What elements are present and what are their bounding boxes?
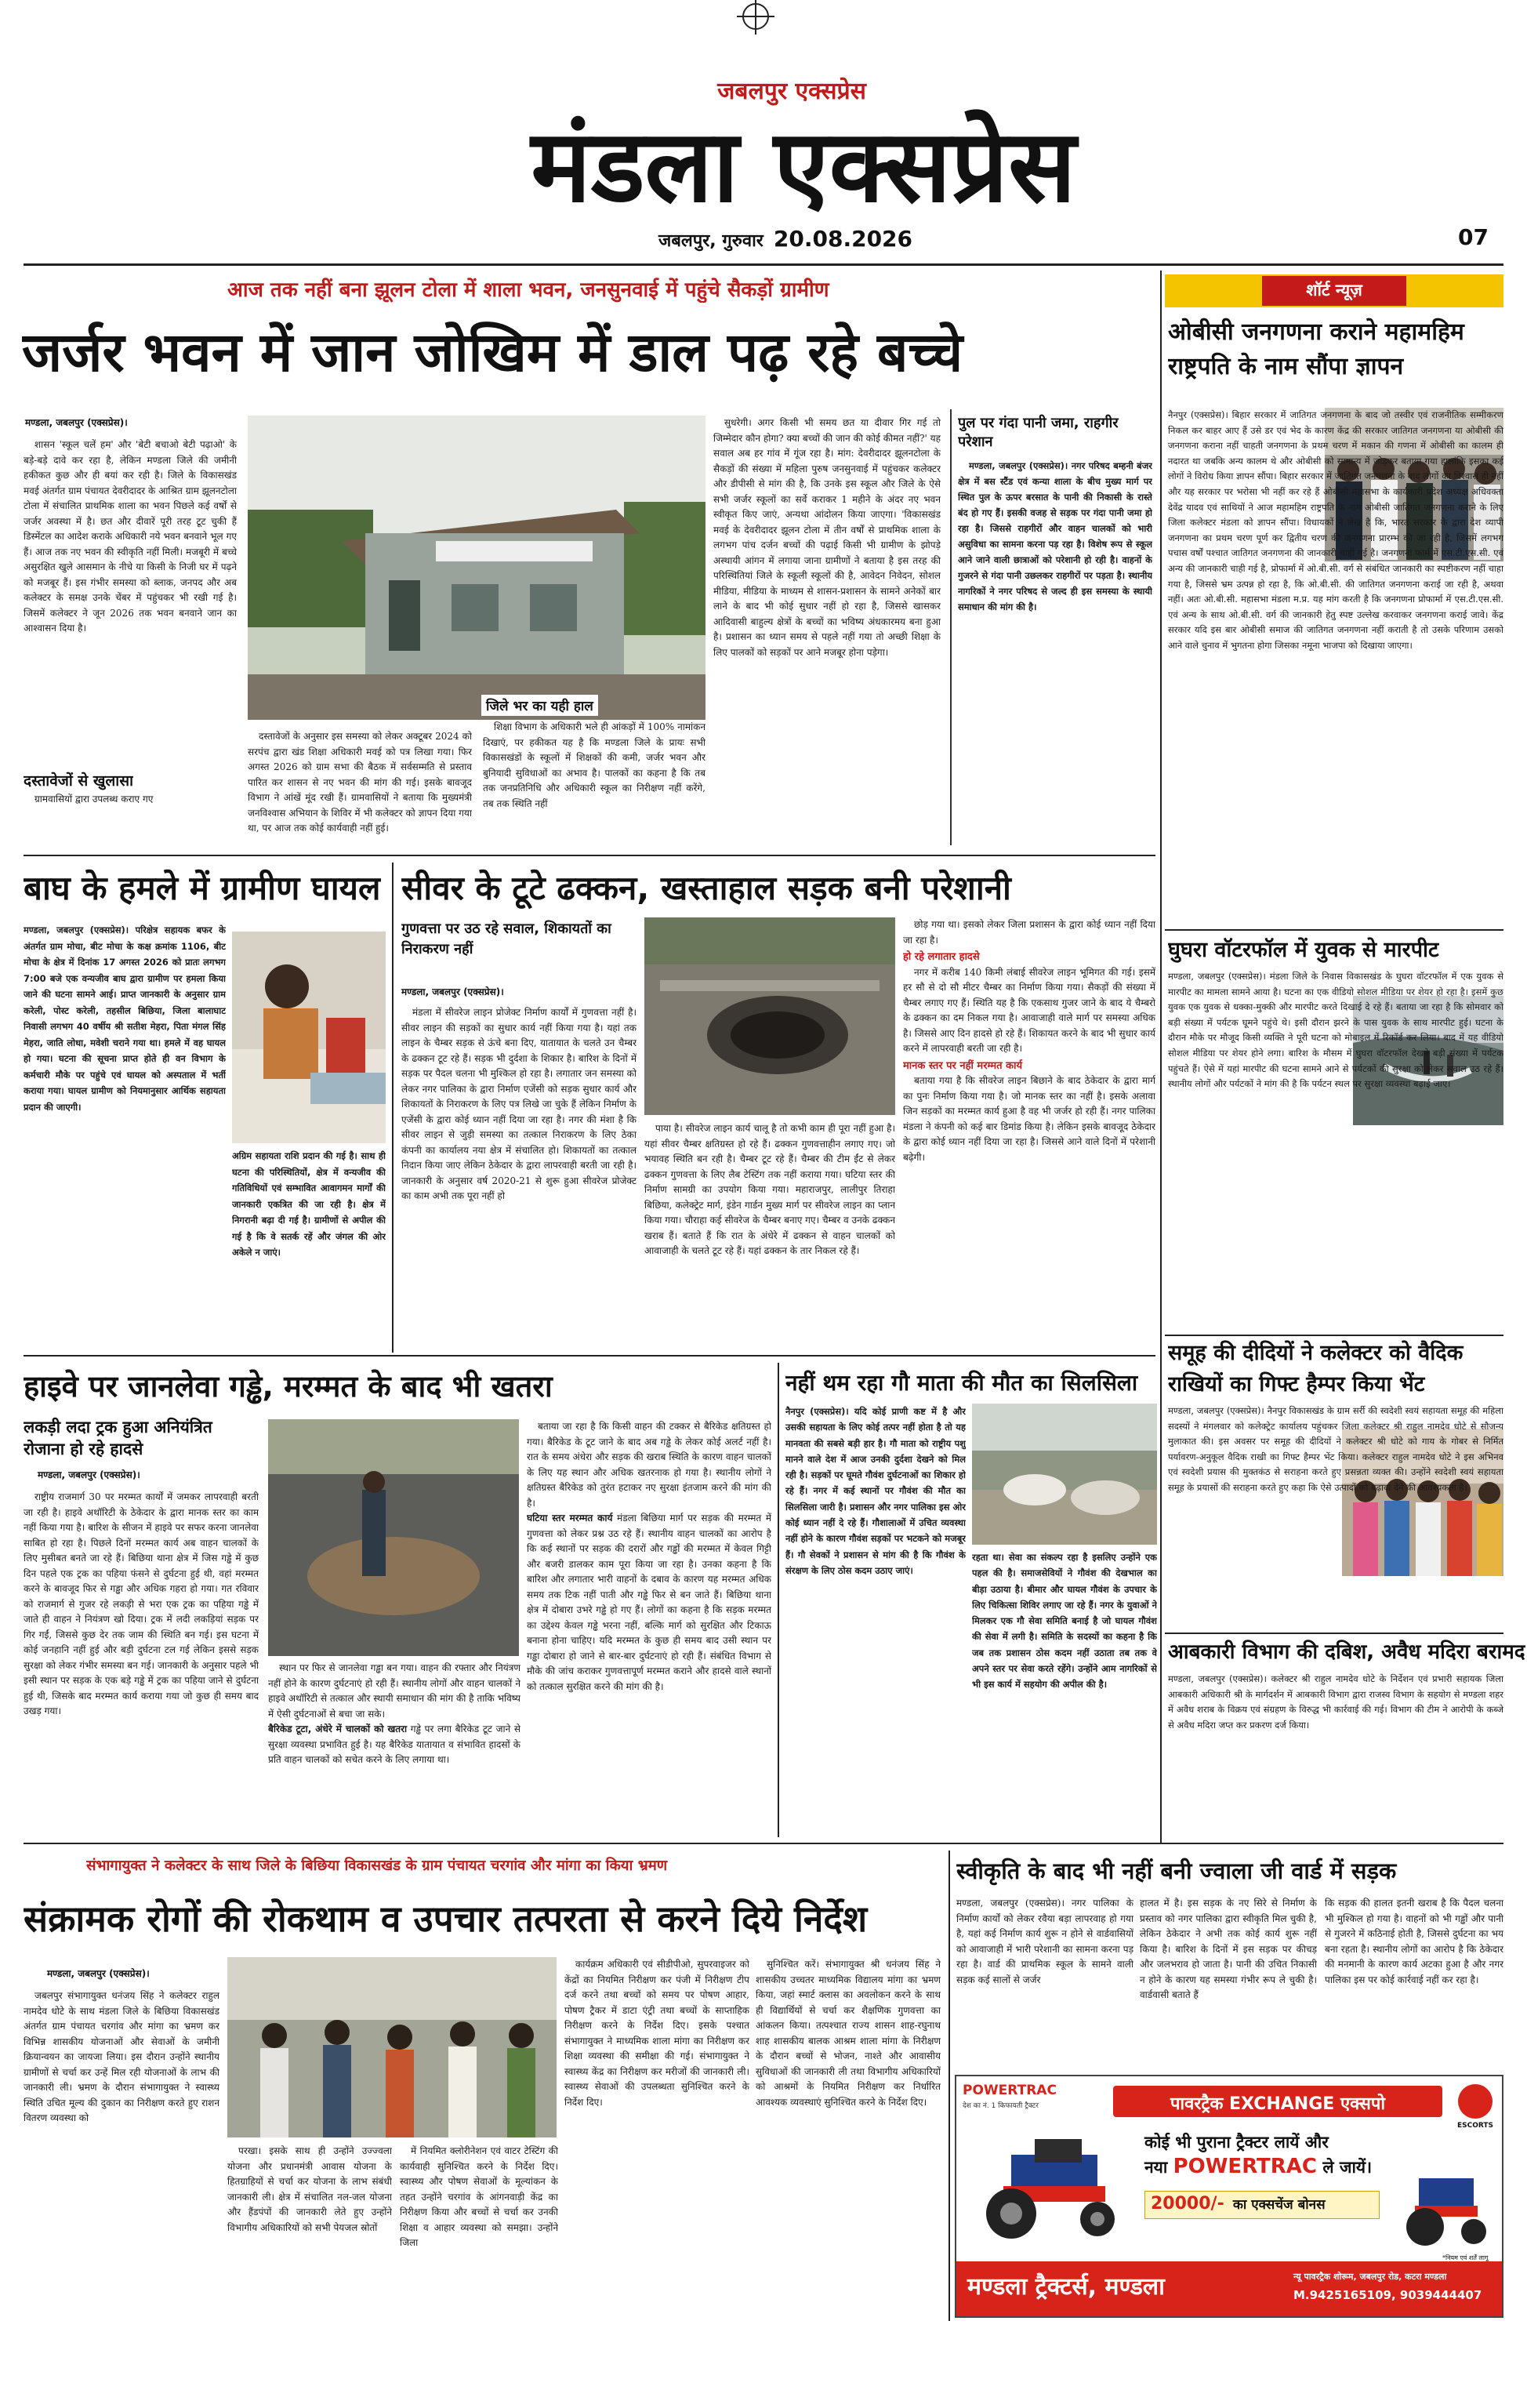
highway-sub2: बैरिकेड टूटा, अंधेरे में चालकों को खतरा xyxy=(268,1723,408,1734)
page-number: 07 xyxy=(1458,224,1489,250)
ad-note: *नियम एवं शर्तें लागू xyxy=(1442,2254,1489,2261)
lead-col2-text: दस्तावेजों के अनुसार इस समस्या को लेकर अक्टूबर 2024 को सरपंच द्वारा खंड शिक्षा अधिकारी मवई को पत्र लिखा गया। फिर अगस्त 2026 को ग्राम सभा की बैठक में सर्वसम्मति से प्रस्ताव पारित कर शासन से नए भवन की मांग की गई। इसके बावजूद विभाग ने आंखें मूंद रखी हैं। ग्रामवासियों ने बताया कि मुख्यमंत्री जनविश्वास अभियान के शिविर में भी कलेक्टर को ज्ञापन दिया गया था, पर आज तक कोई कार्यवाही नहीं हुई। xyxy=(248,731,472,834)
jwala-col3 xyxy=(1325,1896,1503,2068)
ad-bonus-amount: 20000/- xyxy=(1151,2194,1224,2214)
cow-photo xyxy=(972,1404,1157,1545)
sisters-col xyxy=(1168,1404,1503,1631)
ad-logo-text: ESCORTS xyxy=(1456,2122,1494,2130)
jwala-col1-text: मण्डला, जबलपुर (एक्सप्रेस)। नगर पालिका के निर्माण कार्यों को लेकर रवैया बड़ा लापरवाह हो गया है, यहां कई निर्माण कार्य शुरू न होने से वार्डवासियों को आवाजाही में भारी परेशानी का सामना करना पड़ रहा है। वार्ड की प्राथमिक स्कूल के सामने वाली सड़क कई सालों से जर्जर xyxy=(956,1898,1133,1985)
infect-col2-text: परखा। इसके साथ ही उन्होंने उज्ज्वला योजना और प्रधानमंत्री आवास योजना के हितग्राहियों से चर्चा कर योजना के लाभ संबंधी जानकारी ली। क्षेत्र में संचालित नल-जल योजना और हैंडपंपों की जानकारी लेते हुए उन्होंने विभागीय अधिकारियों को सभी पेयजल स्रोतों xyxy=(227,2145,392,2233)
tiger-text-2: अग्रिम सहायता राशि प्रदान की गई है। साथ ही घटना की परिस्थितियों, क्षेत्र में वन्यजीव की गतिविधियों एवं सम्भावित आवागमन मार्गों की जानकारी एकत्रित की जा रही है। क्षेत्र में निगरानी बढ़ा दी गई है। ग्रामीणों से अपील की गई है कि वे सतर्क रहें और जंगल की ओर अकेले न जाएं। xyxy=(232,1150,386,1258)
lead-headline: जर्जर भवन में जान जोखिम में डाल पढ़ रहे बच्चे xyxy=(22,321,963,384)
ad-brand: POWERTRAC xyxy=(963,2083,1057,2098)
ad-bonus-text: का एक्सचेंज बोनस xyxy=(1232,2197,1326,2213)
jwala-col2 xyxy=(1140,1896,1317,2068)
highway-sub xyxy=(24,1416,259,1460)
date: 20.08.2026 xyxy=(773,226,913,252)
ad-dealer: मण्डला ट्रैक्टर्स, मण्डला xyxy=(967,2273,1165,2301)
sewer-col3b-text: नगर में करीब 140 किमी लंबाई सीवरेज लाइन भूमिगत की गई। इसमें हर सौ से दो सौ मीटर चैम्बर का निर्माण किया गया। सैकड़ों की संख्या में चैम्बर लगाए गए हैं। स्थिति यह है कि एकसाथ गुजर जाने के बाद ये चैम्बरो के ढक्कन का दम निकल गया है। आवाजाही वाले मार्ग पर समस्या अधिक है। जिससे आए दिन हादसे हो रहे हैं। शिकायत करने के बाद भी सुधार कार्य करने में लापरवाही बरती जा रही है। xyxy=(903,966,1155,1054)
highway-photo xyxy=(268,1419,519,1656)
bridge-headline-text: पुल पर गंदा पानी जमा, राहगीर परेशान xyxy=(958,415,1119,450)
tiger-divider xyxy=(392,863,394,1353)
cow-col2 xyxy=(972,1549,1157,1836)
lead-col1 xyxy=(24,438,237,767)
sisters-headline xyxy=(1168,1338,1503,1400)
infect-col1-text: जबलपुर संभागायुक्त धनंजय सिंह ने कलेक्टर राहुल नामदेव धोटे के साथ मंडला जिले के बिछिया विकासखंड अंतर्गत ग्राम पंचायत चरगांव और मांगा का भ्रमण कर विभिन्न शासकीय योजनाओं और सेवाओं के जमीनी क्रियान्वयन का जायजा लिया। इस दौरान उन्होंने स्थानीय ग्रामीणों से चर्चा कर उन्हें मिल रही योजनाओं के लाभ की जानकारी ली। भ्रमण के दौरान संभागायुक्त ने स्वास्थ्य स्थिति उचित मूल्य की दुकान का निरीक्षण करते हुए राशन वितरण व्यवस्था को xyxy=(24,1990,219,2123)
tiger-photo xyxy=(232,932,386,1143)
sewer-sub xyxy=(401,919,637,960)
bridge-col xyxy=(958,458,1152,842)
rule-lead-bottom xyxy=(24,855,1155,856)
lead-school-photo xyxy=(248,416,705,720)
obc-headline-text: ओबीसी जनगणना कराने महामहिम राष्ट्रपति के नाम सौंपा ज्ञापन xyxy=(1168,318,1464,380)
masthead-title: मंडला एक्सप्रेस xyxy=(531,108,1076,225)
excise-headline: आबकारी विभाग की दबिश, अवैध मदिरा बरामद xyxy=(1168,1640,1525,1664)
ad-line2-suffix: ले जायें। xyxy=(1322,2158,1373,2177)
obc-col xyxy=(1168,408,1503,925)
lead-col4 xyxy=(713,416,941,843)
bridge-headline xyxy=(958,414,1152,452)
highway-sub-text: लकड़ी लदा ट्रक हुआ अनियंत्रित रोजाना हो रहे हादसे xyxy=(24,1418,212,1458)
lead-col3 xyxy=(483,720,705,844)
sewer-headline: सीवर के टूटे ढक्कन, खस्ताहाल सड़क बनी परेशानी xyxy=(401,869,1011,907)
short-news-label: शॉर्ट न्यूज़ xyxy=(1306,281,1362,300)
infect-col5 xyxy=(756,1957,941,2318)
cow-headline: नहीं थम रहा गौ माता की मौत का सिलसिला xyxy=(785,1370,1138,1396)
sewer-col1 xyxy=(401,1005,637,1350)
sewer-sub4: मानक स्तर पर नहीं मरम्मत कार्य xyxy=(903,1059,1022,1072)
sewer-col3c-text: बताया गया है कि सीवरेज लाइन बिछाने के बाद ठेकेदार के द्वारा मार्ग का पुनः निर्माण किया गया है। जो मानक स्तर का नहीं है। इसके अलावा जिन सड़कों का मरम्मत कार्य हुआ है वह भी जर्जर हो रही हैं। नगर पालिका मंडला ने कंपनी को कई बार डिमांड किया है। लेकिन इसके बावजूद ठेकेदार के द्वारा कोई ध्यान नहीं दिया जा रहा है। जिससे आने वाले दिनों में परेशानी बढ़ेगी। xyxy=(903,1075,1155,1163)
sewer-col2 xyxy=(644,1121,895,1350)
rule-mid xyxy=(24,1355,1155,1357)
highway-col3 xyxy=(527,1419,771,1835)
highway-col3-text: बताया जा रहा है कि किसी वाहन की टक्कर से बैरिकेड क्षतिग्रस्त हो गया। बैरिकेड के टूट जाने के बाद अब गड्ढे के लेकर कोई अलर्ट नहीं है। रात के समय अंधेरा और सड़क की खराब स्थिति के कारण वाहन चालकों के लिए यह स्थान और अधिक खतरनाक हो गया है। स्थानीय लोगों ने क्षतिग्रस्त बैरिकेड को तुरंत हटाकर नए सुरक्षा इंतजाम करने की मांग की है। xyxy=(527,1421,771,1509)
infect-col4 xyxy=(564,1957,749,2318)
cow-text: नैनपुर (एक्सप्रेस)। यदि कोई प्राणी कष्ट में है और उसकी सहायता के लिए कोई तत्पर नहीं होता है तो यह मानवता की सबसे बड़ी हार है। गौ माता को राष्ट्रीय पशु मानने वाले देश में आज उनकी दुर्दशा देखने को मिल रही है। सड़कों पर घूमते गौवंश दुर्घटनाओं का शिकार हो रहे हैं। नगर में कई स्थानों पर गौवंश की मौत का सिलसिला जारी है। प्रशासन और नगर पालिका इस ओर कोई ध्यान नहीं दे रहे हैं। गौशालाओं में उचित व्यवस्था नहीं होने के कारण गौवंश सड़कों पर भटकने को मजबूर हैं। गौ सेवकों ने प्रशासन से मांग की है कि गौवंश के संरक्षण के लिए ठोस कदम उठाए जाएं। xyxy=(785,1406,966,1576)
rule-right-1 xyxy=(1165,929,1503,931)
highway-col2-text: स्थान पर फिर से जानलेवा गड्ढा बन गया। वाहन की रफ्तार और नियंत्रण नहीं होने के कारण दुर्घटनाएं हो रही हैं। स्थानीय लोगों और वाहन चालकों ने हाइवे अथॉरिटी से तत्काल और स्थायी समाधान की मांग की है ताकि भविष्य में ऐसी दुर्घटनाओं से बचा जा सके। xyxy=(268,1662,520,1720)
lead-col1-text: शासन 'स्कूल चलें हम' और 'बेटी बचाओ बेटी पढ़ाओ' के बड़े-बड़े दावे कर रहा है, लेकिन मण्डला जिले की जमीनी हकीकत कुछ और ही बयां कर रही है। जिले के विकासखंड मवई अंतर्गत ग्राम पंचायत देवरीदादर के आश्रित ग्राम झूलनटोला टोला में संचालित प्राथमिक शाला का भवन पिछले कई वर्षों से जर्जर अवस्था में है। छत और दीवारें पूरी तरह टूट चुकी हैं डिस्मेंटल का आदेश कराके अधिकारी नये भवन बनवाने भूल गए हैं। आज तक नए भवन की स्वीकृति नहीं मिली। मजबूरी में बच्चे असुरक्षित खुले आसमान के नीचे या किसी के निजी घर में पढ़ने को मजबूर हैं। इस गंभीर समस्या को ब्लाक, जनपद और अब कलेक्टर के समक्ष उनके चेंबर में पहुंचकर भी रखी गई है। जिसमें कलेक्टर ने जून 2026 तक भवन बनवाने जान का आश्वासन दिया है। xyxy=(24,439,237,634)
sewer-sub3: हो रहे लगातार हादसे xyxy=(903,951,980,963)
sewer-col1-text: मंडला में सीवरेज लाइन प्रोजेक्ट निर्माण कार्यों में गुणवत्ता नहीं है। सीवर लाइन की सड़कों का सुधार कार्य नहीं किया गया है। यहां तक लाइन के चैम्बर सड़क से ऊंचे बना दिए, यातायात के चलते उन चैम्बर के ढक्कन टूट रहे हैं। सड़क भी दुर्दशा के शिकार है। बारिश के दिनों में सड़क पर पैदल चलना भी मुश्किल हो रहा है। लगातार जन समस्या को लेकर नगर पालिका के द्वारा निर्माण एजेंसी को सड़क सुधार कार्य और शिकायतों के निराकरण के लिए पत्र लिखे जा चुके हैं लेकिन निर्माण के एजेंसी के द्वारा कोई ध्यान नहीं दिया जा रहा है। नगर की मंशा है कि सीवर लाइन से जुड़ी समस्या का तत्काल निराकरण के लिए ठेका कंपनी का कार्यालय नया क्षेत्र में संचालित हो। शिकायतों का तत्काल निदान किया जाए लेकिन ठेकेदार के द्वारा लापरवाही बरती जा रही है। जानकारी के अनुसार वर्ष 2020-21 से शुरू हुआ सीवरेज प्रोजेक्ट का काम अभी तक पूरा नहीं हो xyxy=(401,1007,637,1201)
highway-sub3: घटिया स्तर मरम्मत कार्य xyxy=(527,1513,613,1524)
registration-mark-v xyxy=(755,0,756,35)
ad-line1: कोई भी पुराना ट्रैक्टर लायें और xyxy=(1144,2133,1329,2152)
sewer-sub-text: गुणवत्ता पर उठ रहे सवाल, शिकायतों का निराकरण नहीं xyxy=(401,921,611,957)
lead-col2 xyxy=(248,729,472,844)
obc-text: नैनपुर (एक्सप्रेस)। बिहार सरकार में जातिगत जनगणना के बाद जो तस्वीर एवं राजनीतिक सम्मीकरण निकल कर बाहर आए हैं उसे डर एवं भेद के कारण केंद्र की सरकार जातिगत जनगणना या ओबीसी की जनगणना कराना नहीं चाहती जनगणना के प्रथम चरण में मकान की गणना में ओबीसी का कालम ही नदारत था जबकि अन्य कालम थे और ओबीसी को सामान्य में जोड़कर बताया गया हालांकि इसका कई लोगों ने विरोध किया ज्ञापन सौंपा। बिहार सरकार में जातिगत जनगणना के बाद लोगों का विश्वास ही नहीं और यह सरकार पर भरोसा भी नहीं कर रहे हैं ओबीसी महासभा के कार्यकारी प्रदेश अध्यक्ष अधिवक्ता देवेंद्र यादव एवं साथियों ने आज महामहिम राष्ट्रपति के नाम ओबीसी जातिगत जनगणना कराने के लिए जिला कलेक्टर मंडला को ज्ञापन सौंपा। विधायकों ने लेख है कि, भारत सरकार के द्वारा देश व्यापी जनगणना का प्रथम चरण पूर्ण कर द्वितीय चरण की जनगणना प्रारम्भ की जा रही है, जिसमें लगभग पचास वर्षों पश्चात जातिगत जनगणना की जानकारी चाही गई है। जनगणना फार्म में एस.टी.एस.सी. एवं अन्य की जानकारी चाही गई है, प्रोफार्मा में ओ.बी.सी. वर्ग से संबंधित जानकारी का स्पष्टीकरण नहीं चाहा गया है, जिससे भ्रम उत्पन्न हो रहा है, कि ओ.बी.सी. की जातिगत जनगणना कराई जा रही है, अथवा नहीं। अतः ओ.बी.सी. महासभा मंडला म.प्र. यह मांग करती है कि जनगणना प्रोफार्मा में एस.टी.एस.सी. एवं अन्य के साथ ओ.बी.सी. वर्ग की जानकारी हेतु स्पष्ट उल्लेख करवाकर जनगणना कराई जावे। केंद्र सरकार यदि इस बार ओबीसी समाज की जातिगत जनगणना नहीं कराती है तो उसके परिणाम उसको आने वाले चुनाव में भुगतना होगा जिसका नमूना भाजपा को दिखाया जाएगा। xyxy=(1168,409,1503,651)
excise-col xyxy=(1168,1672,1503,1825)
masthead-date-row xyxy=(658,226,912,252)
lead-sub2: जिले भर का यही हाल xyxy=(481,695,598,716)
highway-col3b-text: मंडला बिछिया मार्ग पर सड़क की मरम्मत में गुणवत्ता को लेकर प्रश्न उठ रहे हैं। स्थानीय वाहन चालकों का आरोप है कि कई स्थानों पर सड़क की दरारों और गड्ढों की मरम्मत में केवल गिट्टी और बजरी डालकर काम पूरा किया जा रहा है। उनका कहना है कि बारिश और लगातार भारी वाहनों के दबाव के कारण यह मरम्मत अधिक समय तक टिक नहीं पाती और गड्ढे फिर से बन जाते हैं। बिछिया थाना क्षेत्र में दोबारा उभरे गड्ढे हो गए हैं। लोगों का कहना है कि सड़क मरम्मत का उद्देश्य केवल गड्ढे भरना नहीं, बल्कि मार्ग को सुरक्षित और टिकाऊ बनाना होना चाहिए। यदि मरम्मत के कुछ ही समय बाद उसी स्थान पर गड्ढा दोबारा हो जाने से बार-बार दुर्घटनाएं हो रही हैं। संबंधित विभाग से मौके की जांच कराकर गुणवत्तापूर्ण मरम्मत कराने और हादसे वाले स्थानों को तत्काल सुरक्षित करने की मांग की है। xyxy=(527,1513,771,1692)
tiger-col1 xyxy=(24,922,226,1349)
ghughra-col xyxy=(1168,969,1503,1330)
ghughra-headline: घुघरा वॉटरफॉल में युवक से मारपीट xyxy=(1168,938,1439,962)
highway-headline: हाइवे पर जानलेवा गड्ढे, मरम्मत के बाद भी खतरा xyxy=(24,1369,553,1404)
tractor-image xyxy=(964,2131,1137,2241)
obc-headline xyxy=(1168,315,1503,384)
lead-byline: मण्डला, जबलपुर (एक्सप्रेस)। xyxy=(25,417,128,428)
infect-col5-text: सुनिश्चित करें। संभागायुक्त श्री धनंजय सिंह ने शासकीय उच्चतर माध्यमिक विद्यालय मांगा का भ्रमण किया, जहां स्मार्ट क्लास का अवलोकन करने के साथ ही विद्यार्थियों से चर्चा कर शैक्षणिक गुणवत्ता का आंकलन किया। तत्पश्चात राज्य शासन शाह-रघुनाथ शाह शासकीय बालक आश्रम शाला मांगा के निरीक्षण के दौरान बच्चों से भोजन, नाश्ते और आवासीय सुविधाओं की जानकारी ली तथा विभागीय अधिकारियों को आश्रमों के नियमित निरीक्षण कर निर्धारित आवश्यक व्यवस्थाएं सुनिश्चित करने के निर्देश दिए। xyxy=(756,1959,941,2108)
ad-brand-tag: देश का नं. 1 किफायती ट्रैक्टर xyxy=(963,2102,1039,2110)
ghughra-text: मण्डला, जबलपुर (एक्सप्रेस)। मंडला जिले के निवास विकासखंड के घुघरा वॉटरफॉल में एक युवक से मारपीट का मामला सामने आया है। घटना का एक वीडियो सोशल मीडिया पर शेयर हो रहा है। इसमें कुछ युवक एक युवक से धक्का-मुक्की और मारपीट करते दिखाई दे रहे हैं। बताया जा रहा है कि सोमवार को बड़ी संख्या में पर्यटक घूमने पहुंचे थे। इसी दौरान झरने के पास युवक के साथ मारपीट हुई। घटना के दौरान मौके पर मौजूद किसी व्यक्ति ने पूरी घटना को मोबाइल में रिकॉर्ड कर लिया। बाद में यह वीडियो सोशल मीडिया पर शेयर होने लगा। बारिश के मौसम में घुघरा वॉटरफॉल देखने बड़ी संख्या में पर्यटक पहुंचते हैं। ऐसे में यहां मारपीट की घटना सामने आने से पर्यटकों की सुरक्षा को लेकर सवाल उठ रहे हैं। स्थानीय लोगों और पर्यटकों ने मांग की है कि पर्यटन स्थल पर सुरक्षा व्यवस्था बढ़ाई जाए। xyxy=(1168,971,1503,1090)
lead-col1b xyxy=(24,792,237,823)
infect-col3-text: में नियमित क्लोरीनेशन एवं वाटर टेस्टिंग की कार्यवाही सुनिश्चित करने के निर्देश दिए। स्वास्थ्य और पोषण सेवाओं के मूल्यांकन के तहत उन्होंने चरगांव के आंगनवाड़ी केंद्र का निरीक्षण किया और बच्चों से चर्चा कर उनकी शिक्षा व आहार व्यवस्था को समझा। उन्होंने जिला xyxy=(400,2145,558,2248)
ad-line2-brand: POWERTRAC xyxy=(1173,2155,1318,2178)
rule-right-2 xyxy=(1165,1335,1503,1336)
sisters-headline-text: समूह की दीदियों ने कलेक्टर को वैदिक राखियों का गिफ्ट हैम्पर किया भेंट xyxy=(1168,1341,1464,1396)
infect-kicker: संभागायुक्त ने कलेक्टर के साथ जिले के बिछिया विकासखंड के ग्राम पंचायत चरगांव और मांगा का किया भ्रमण xyxy=(86,1858,668,1874)
highway-col1 xyxy=(24,1490,259,1835)
excise-text: मण्डला, जबलपुर (एक्सप्रेस)। कलेक्टर श्री राहुल नामदेव धोटे के निर्देशन एवं प्रभारी सहायक जिला आबकारी अधिकारी श्री के मार्गदर्शन में आबकारी विभाग द्वारा राजस्व विभाग के सहयोग से मण्डला शहर में अवैध शराब के विक्रय एवं संग्रहण के विरुद्ध भी कार्रवाई की गई। विभाग की टीम ने आरोपी के कब्जे से अवैध मदिरा जप्त कर प्रकरण दर्ज किया। xyxy=(1168,1673,1503,1731)
jwala-col1 xyxy=(956,1896,1133,2068)
lead-sub1: दस्तावेजों से खुलासा xyxy=(24,772,133,790)
tiger-headline: बाघ के हमले में ग्रामीण घायल xyxy=(24,869,381,907)
sewer-col3-text: छोड़ गया था। इसको लेकर जिला प्रशासन के द्वारा कोई ध्यान नहीं दिया जा रहा है। xyxy=(903,919,1155,946)
sewer-photo xyxy=(644,917,895,1115)
tiger-text: मण्डला, जबलपुर (एक्सप्रेस)। परिक्षेत्र सहायक बफर के अंतर्गत ग्राम मोचा, बीट मोचा के कक्ष क्रमांक 1106, बीट मोचा के क्षेत्र में दिनांक 17 अगस्त 2026 को प्रातः लगभग 7:00 बजे एक वन्यजीव बाघ द्वारा ग्रामीण पर हमला किया जाने की घटना सामने आई। प्राप्त जानकारी के अनुसार ग्राम करेली, पोस्ट करेली, तहसील बिछिया, जिला बालाघाट निवासी लगभग 40 वर्षीय श्री सतीश मेहरा, पिता मंगल सिंह मेहरा, जाति लोधा, मवेशी चराने गया था। हमले में वह घायल हो गया। घटना की सूचना प्राप्त होते ही वन विभाग के कर्मचारी मौके पर पहुंचे एवं घायल को अस्पताल में भर्ती कराया गया। घायल ग्रामीण को नियमानुसार आर्थिक सहायता प्रदान की जाएगी। xyxy=(24,924,226,1113)
highway-col2 xyxy=(268,1661,520,1835)
infect-col1 xyxy=(24,1989,219,2318)
infect-photo xyxy=(227,1957,557,2137)
ad-address: न्यू पावरट्रैक शोरूम, जबलपुर रोड, कटरा मण्डला xyxy=(1293,2272,1447,2282)
cow-col1 xyxy=(785,1404,966,1836)
sewer-byline: मण्डला, जबलपुर (एक्सप्रेस)। xyxy=(401,986,504,997)
ad-bonus-row xyxy=(1151,2194,1326,2214)
highway-divider xyxy=(778,1363,779,1837)
infect-divider xyxy=(948,1850,950,2321)
tiger-col2 xyxy=(232,1148,386,1350)
sewer-col2-text: पाया है। सीवरेज लाइन कार्य चालू है तो कभी काम ही पूरा नहीं हुआ है। यहां सीवर चैम्बर क्षतिग्रस्त हो रहे हैं। ढक्कन गुणवत्ताहीन लगाए गए। जो भयावह स्थिति बन रही है। चैम्बर टूट रहे हैं। चैम्बर की टीम ईंट से लेकर ढक्कन गुणवत्ता के लिए लैब टेस्टिंग तक नहीं कराया गया। घटिया स्तर की निर्माण सामग्री का उपयोग किया गया। महाराजपुर, लालीपुर तिराहा बिछिया, कलेक्ट्रेट मार्ग, इंडेन गार्डन मुख्य मार्ग पर सीवरेज लाइन का प्लान किया गया। चौराहा कई सीवरेज के चैम्बर बनाए गए। चैम्बर व उनके ढक्कन खराब हैं। बताते हैं कि रात के अंधेरे में ढक्कन से वाहन चालकों को आवाजाही के चलते टूट रहे हैं। यहां ढक्कन के तार निकल रहे हैं। xyxy=(644,1123,895,1256)
bridge-text: मण्डला, जबलपुर (एक्सप्रेस)। नगर परिषद बम्हनी बंजर क्षेत्र में बस स्टैंड एवं कन्या शाला के बीच मुख्य मार्ग पर स्थित पुल के ऊपर बरसात के पानी की निकासी के रास्ते बंद हो गए हैं। इसकी वजह से सड़क पर गंदा पानी जमा हो रहा है। जिससे राहगीरों और वाहन चालकों को भारी असुविधा का सामना करना पड़ रहा है। विशेष रूप से स्कूल आने जाने वाली छात्राओं को परेशानी हो रही है। वाहनों के गुजरने से गंदा पानी उछलकर राहगीरों पर पड़ता है। स्थानीय नागरिकों ने नगर परिषद से जल्द ही इस समस्या के स्थायी समाधान की मांग की है। xyxy=(958,460,1152,612)
masthead-rule xyxy=(24,263,1503,266)
cow-text-2: रहता था। सेवा का संकल्प रहा है इसलिए उन्होंने एक पहल की है। समाजसेवियों ने गौवंश की देखभाल का बीड़ा उठाया है। बीमार और घायल गौवंश के उपचार के लिए चिकित्सा शिविर लगाए जा रहे हैं। नगर के युवाओं ने मिलकर एक गौ सेवा समिति बनाई है जो घायल गौवंश की सेवा में लगी है। समिति के सदस्यों का कहना है कि जब तक प्रशासन ठोस कदम नहीं उठाता तब तक वे अपने स्तर पर सेवा करते रहेंगे। उन्होंने आम नागरिकों से भी इस कार्य में सहयोग की अपील की है। xyxy=(972,1552,1157,1691)
infect-byline: मण्डला, जबलपुर (एक्सप्रेस)। xyxy=(47,1968,150,1979)
escorts-logo xyxy=(1458,2084,1493,2119)
jwala-col3-text: कि सड़क की हालत इतनी खराब है कि पैदल चलना भी मुश्किल हो गया है। वाहनों को भी गड्ढों और पानी से गुजरने में कठिनाई होती है, जिससे दुर्घटना का भय बना रहता है। स्थानीय लोगों का आरोप है कि ठेकेदार की मनमानी के कारण कार्य अटका हुआ है और नगर पालिका इस पर कोई कार्रवाई नहीं कर रहा है। xyxy=(1325,1898,1503,1985)
dateline: जबलपुर, गुरुवार xyxy=(658,231,764,251)
powertrac-ad[interactable] xyxy=(955,2075,1503,2318)
masthead-kicker: जबलपुर एक्सप्रेस xyxy=(717,78,866,105)
rule-lower xyxy=(24,1843,1503,1844)
jwala-headline: स्वीकृति के बाद भी नहीं बनी ज्वाला जी वार्ड में सड़क xyxy=(956,1858,1397,1884)
infect-col4-text: कार्यक्रम अधिकारी एवं सीडीपीओ, सुपरवाइजर को केंद्रों का नियमित निरीक्षण कर पंजी में निरीक्षण टीप दर्ज करने तथा बच्चों को समय पर पोषण आहार, पोषण ट्रैकर में डाटा एंट्री तथा बच्चों के साप्ताहिक निरीक्षण करने के निर्देश दिए। इसके पश्चात संभागायुक्त ने माध्यमिक शाला मांगा का निरीक्षण कर शिक्षा व्यवस्था की समीक्षा की गई। संभागायुक्त ने स्वास्थ्य केंद्र का निरीक्षण कर मरीजों की जानकारी ली। स्वास्थ्य सेवाओं की उपलब्धता सुनिश्चित करने के निर्देश दिए। xyxy=(564,1959,749,2108)
jwala-col2-text: हालत में है। इस सड़क के नए सिरे से निर्माण के प्रस्ताव को नगर पालिका द्वारा स्वीकृति मिल चुकी है, लेकिन ठेकेदार ने अभी तक कोई कार्य शुरू नहीं किया है। बारिश के दिनों में इस सड़क पर कीचड़ और जलभराव हो जाता है। पानी की उचित निकासी न होने के कारण यह समस्या गंभीर रूप ले चुकी है। वार्डवासी बताते हैं xyxy=(1140,1898,1317,2000)
highway-col2b-text: गड्ढे पर लगा बैरिकेड टूट जाने से सुरक्षा व्यवस्था प्रभावित हुई है। यह बैरिकेड यातायात व संभावित हादसों के प्रति वाहन चालकों को सचेत करने के लिए लगाया था। xyxy=(268,1723,520,1765)
ad-line2 xyxy=(1144,2155,1372,2178)
lead-kicker: आज तक नहीं बना झूलन टोला में शाला भवन, जनसुनवाई में पहुंचे सैकड़ों ग्रामीण xyxy=(227,278,829,302)
sisters-text: मण्डला, जबलपुर (एक्सप्रेस)। नैनपुर विकासखंड के ग्राम सर्री की स्वदेशी स्वयं सहायता समूह की महिला सदस्यों ने मंगलवार को कलेक्ट्रेट कार्यालय पहुंचकर जिला कलेक्टर श्री राहुल नामदेव धोटे से सौजन्य मुलाकात की। इस अवसर पर समूह की दीदियों ने कलेक्टर श्री धोटे को गाय के गोबर से निर्मित पर्यावरण-अनुकूल वैदिक राखी का गिफ्ट हैम्पर भेंट किया। कलेक्टर राहुल नामदेव धोटे ने इस अभिनव एवं स्वदेशी प्रयास की मुक्तकंठ से सराहना करते हुए प्रसन्नता व्यक्त की। उन्होंने स्वदेशी स्वयं सहायता समूह के प्रयासों की सराहना करते हुए कहा कि ऐसे उत्पादों को बढ़ावा देने की आवश्यकता है। xyxy=(1168,1405,1503,1493)
ad-headline: पावरट्रैक EXCHANGE एक्सपो xyxy=(1170,2094,1386,2114)
lead-col4-text: सुधरेगी। अगर किसी भी समय छत या दीवार गिर गई तो जिम्मेदार कौन होगा? क्या बच्चों की जान की कोई कीमत नहीं?' यह सवाल अब हर गांव में गूंज रहा है। मांग: देवरीदादर झूलनटोला के सैकड़ों की संख्या में महिला पुरुष जनसुनवाई में पहुंचकर कलेक्टर और डीपीसी से मांग की है, कि उनके इस स्कूल और जिले के ऐसे सभी जर्जर स्कूलों का सर्वे कराकर 1 महीने के अंदर नए भवन स्वीकृत किए जाएं, अन्यथा आंदोलन किया जाएगा। 'विकासखंड मवई के देवरीदादर झूलन टोला में तीन वर्षों से प्राथमिक शाला के लगभग पांच दर्जन बच्चों की पढ़ाई किसी भी ग्रामीण के झोपड़े अस्थायी आंगन में लगाया जाना ग्रामीणों ने बताया है इस तरह की परिस्थितियां जिले के स्कूली स्कूलों की है, आवेदन निवेदन, सोशल मीडिया, मीडिया के माध्यम से शासन-प्रशासन के सामने अनेकों बार लाने के बाद भी कोई सुधार नहीं हो रहा है, जिससे खासकर आदिवासी बाहुल्य क्षेत्रों के बच्चों का भविष्य अंधकारमय बना हुआ है। प्रशासन का ध्यान समय से पहले नहीं गया तो अच्छी शिक्षा के लिए पालकों को सड़कों पर आने मजबूर होना पड़ेगा। xyxy=(713,417,941,658)
highway-col1-text: राष्ट्रीय राजमार्ग 30 पर मरम्मत कार्यों में जमकर लापरवाही बरती जा रही है। हाइवे अथॉरिटी के ठेकेदार के द्वारा मानक स्तर का काम नहीं किया गया है। बारिश के सीजन में हाइवे पर सफर करना जानलेवा साबित हो रहा है। पिछले दिनों मरम्मत कार्य अब वाहन चालकों के लिए मुसीबत बनते जा रहे हैं। बिछिया थाना क्षेत्र में जिस गड्ढे में कुछ दिन पहले एक ट्रक का पहिया फंसने से दुर्घटना हुई थी, वहां मरम्मत करने के बावजूद फिर से गड्ढा और अधिक गहरा हो गया। गत रविवार को राजमार्ग से गुजर रहे लकड़ी से भरा एक ट्रक का पहिया गड्ढे में जाते ही वाहन ने नियंत्रण खो दिया। ट्रक में लदी लकड़ियां सड़क पर गिर गईं, जिससे कुछ देर तक जाम की स्थिति बन गई। इस घटना में कोई जनहानि नहीं हुई और बड़ी दुर्घटना टल गई लेकिन इससे सड़क सुरक्षा को लेकर गंभीर समस्या बन गई। जानकारी के अनुसार पहले भी इसी स्थान पर सड़क के एक बड़े गड्ढे में ट्रक का पहिया जाने से दुर्घटना हुई थी, जिसके बाद मरम्मत कार्य कराया गया जो कुछ ही समय बाद उखड़ गया। xyxy=(24,1491,259,1716)
infect-headline: संक्रामक रोगों की रोकथाम व उपचार तत्परता से करने दिये निर्देश xyxy=(24,1898,868,1940)
tractor-image-2 xyxy=(1395,2163,1497,2249)
infect-col2 xyxy=(227,2144,392,2318)
right-divider xyxy=(1160,271,1162,1843)
rule-right-3 xyxy=(1165,1633,1503,1634)
sewer-col3 xyxy=(903,917,1155,1350)
ad-phone: M.9425165109, 9039444407 xyxy=(1293,2288,1482,2302)
infect-col3 xyxy=(400,2144,558,2318)
lead-col1b-text: ग्रामवासियों द्वारा उपलब्ध कराए गए xyxy=(34,794,154,804)
highway-byline: मण्डला, जबलपुर (एक्सप्रेस)। xyxy=(38,1469,140,1480)
ad-line2-prefix: नया xyxy=(1144,2158,1168,2177)
lead-col3-text: शिक्षा विभाग के अधिकारी भले ही आंकड़ों में 100% नामांकन दिखाएं, पर हकीकत यह है कि मण्डला जिले के प्रायः सभी विकासखंडों के स्कूलों में शिक्षकों की कमी, जर्जर भवन और बुनियादी सुविधाओं का अभाव है। पालकों का कहना है कि तब तक जनप्रतिनिधि और अधिकारी स्कूल का निरीक्षण नहीं करेंगे, तब तक स्थिति नहीं xyxy=(483,721,705,809)
